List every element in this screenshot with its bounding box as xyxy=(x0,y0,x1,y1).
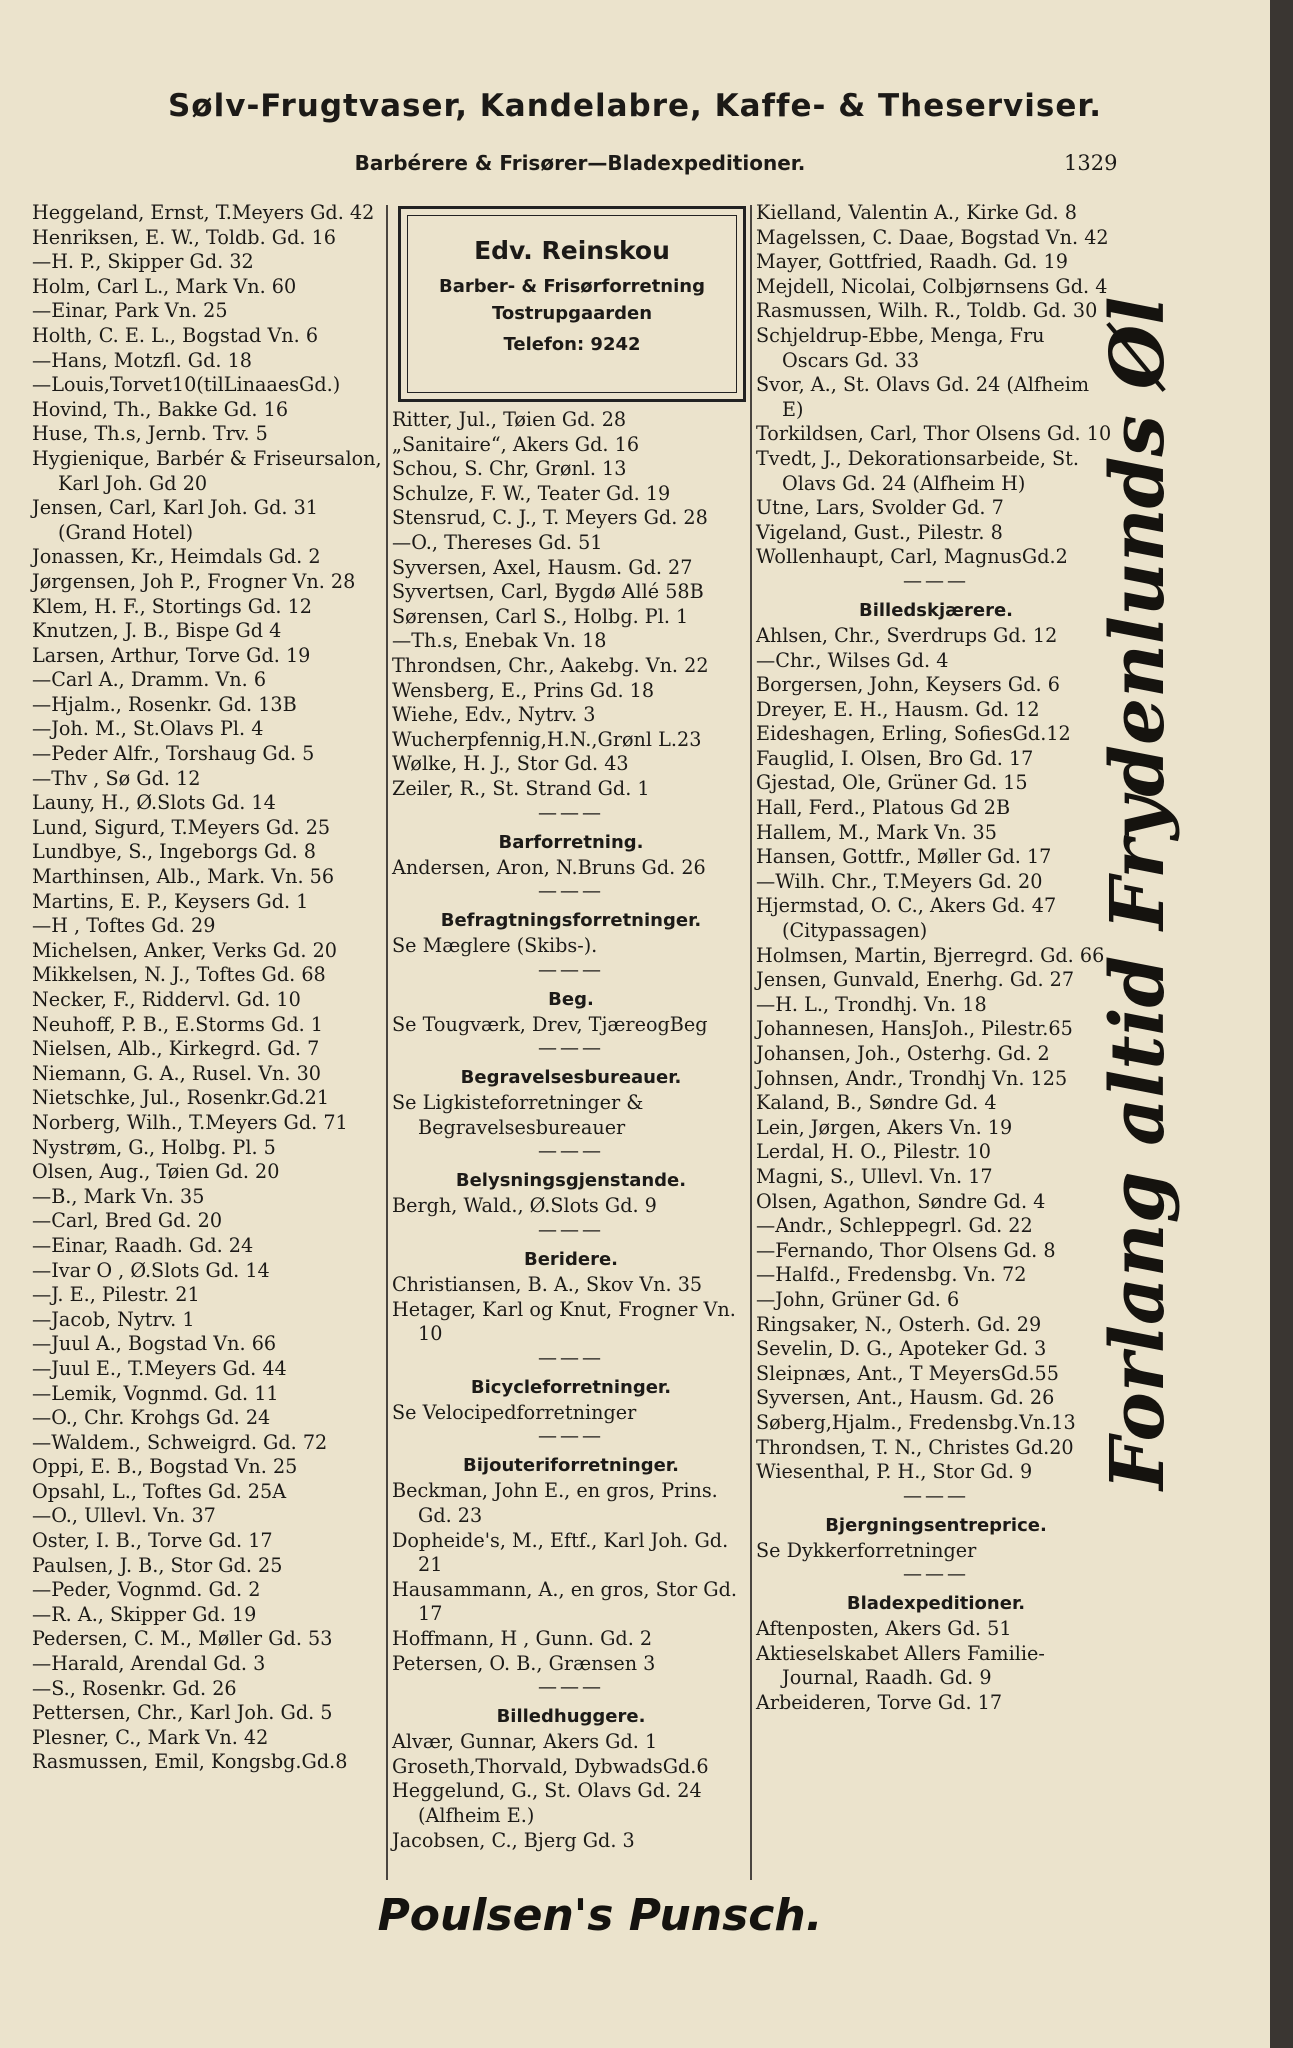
directory-entry: —Hans, Motzfl. Gd. 18 xyxy=(32,348,253,372)
section-divider: ——— xyxy=(538,1140,604,1163)
directory-entry: Stensrud, C. J., T. Meyers Gd. 28 xyxy=(392,506,708,530)
directory-entry: —O., Ullevl. Vn. 37 xyxy=(32,1504,216,1528)
directory-entry: —Juul A., Bogstad Vn. 66 xyxy=(32,1332,277,1356)
directory-entry: Huse, Th.s, Jernb. Trv. 5 xyxy=(32,422,268,446)
directory-entry: Svor, A., St. Olavs Gd. 24 (Alfheim E) xyxy=(756,373,1090,421)
directory-entry: Christiansen, B. A., Skov Vn. 35 xyxy=(392,1273,703,1297)
section-heading: Begravelsesbureauer. xyxy=(460,1067,682,1089)
directory-entry: Magelssen, C. Daae, Bogstad Vn. 42 xyxy=(756,225,1109,249)
running-header: Barbérere & Frisører—Bladexpeditioner. xyxy=(354,151,806,175)
directory-entry: Groseth,Thorvald, DybwadsGd.6 xyxy=(392,1754,709,1778)
directory-entry: —Thv , Sø Gd. 12 xyxy=(32,766,201,790)
section-divider: ——— xyxy=(538,1425,604,1448)
directory-entry: Søberg,Hjalm., Fredensbg.Vn.13 xyxy=(756,1410,1076,1434)
directory-entry: Wiesenthal, P. H., Stor Gd. 9 xyxy=(756,1460,1033,1484)
advertisement-inner xyxy=(407,215,737,393)
directory-entry: —Hjalm., Rosenkr. Gd. 13B xyxy=(32,692,297,716)
directory-entry: —O., Thereses Gd. 51 xyxy=(392,530,603,554)
directory-entry: Lein, Jørgen, Akers Vn. 19 xyxy=(756,1115,1013,1139)
section-heading: Befragtningsforretninger. xyxy=(440,910,702,932)
directory-entry: Neuhoff, P. B., E.Storms Gd. 1 xyxy=(32,1012,324,1036)
directory-entry: —Joh. M., St.Olavs Pl. 4 xyxy=(32,717,264,741)
directory-entry: Launy, H., Ø.Slots Gd. 14 xyxy=(32,791,276,815)
directory-entry: Lerdal, H. O., Pilestr. 10 xyxy=(756,1140,991,1164)
directory-entry: Martins, E. P., Keysers Gd. 1 xyxy=(32,889,309,913)
page-banner: Sølv-Frugtvaser, Kandelabre, Kaffe- & Theserviser. xyxy=(167,88,1102,124)
directory-entry: —Peder, Vognmd. Gd. 2 xyxy=(32,1578,261,1602)
directory-entry: Utne, Lars, Svolder Gd. 7 xyxy=(756,496,1004,520)
directory-entry: Heggelund, G., St. Olavs Gd. 24 (Alfheim E.) xyxy=(392,1779,702,1827)
section-heading: Bijouteriforretninger. xyxy=(463,1455,679,1477)
directory-entry: Necker, F., Riddervl. Gd. 10 xyxy=(32,988,301,1011)
directory-entry: Opsahl, L., Toftes Gd. 25A xyxy=(32,1479,287,1503)
directory-entry: —Halfd., Fredensbg. Vn. 72 xyxy=(756,1263,1027,1287)
ad-phone: Telefon: 9242 xyxy=(503,334,641,355)
directory-entry: Olsen, Aug., Tøien Gd. 20 xyxy=(32,1160,280,1184)
section-divider: ——— xyxy=(903,1484,969,1507)
directory-entry: Nielsen, Alb., Kirkegrd. Gd. 7 xyxy=(32,1037,320,1061)
directory-entry: —Louis,Torvet10(tilLinaaesGd.) xyxy=(32,373,341,397)
advertisement-box xyxy=(398,206,746,402)
directory-entry: —Andr., Schleppegrl. Gd. 22 xyxy=(756,1214,1033,1238)
column-3 xyxy=(756,201,1116,1716)
directory-entry: Nystrøm, G., Holbg. Pl. 5 xyxy=(32,1135,276,1159)
directory-entry: —Einar, Park Vn. 25 xyxy=(32,299,228,323)
directory-entry: Gjestad, Ole, Grüner Gd. 15 xyxy=(756,771,1028,795)
directory-entry: Sevelin, D. G., Apoteker Gd. 3 xyxy=(756,1337,1047,1361)
directory-entry: Bergh, Wald., Ø.Slots Gd. 9 xyxy=(392,1194,657,1218)
directory-entry: Holth, C. E. L., Bogstad Vn. 6 xyxy=(32,323,319,347)
directory-entry: —Peder Alfr., Torshaug Gd. 5 xyxy=(32,742,315,766)
directory-entry: Heggeland, Ernst, T.Meyers Gd. 42 xyxy=(32,201,375,224)
directory-entry: Throndsen, T. N., Christes Gd.20 xyxy=(756,1435,1074,1459)
directory-entry: Niemann, G. A., Rusel. Vn. 30 xyxy=(32,1061,321,1085)
directory-entry: Tvedt, J., Dekorationsarbeide, St. Olavs Gd. 24 (Alfheim H) xyxy=(756,446,1079,495)
directory-entry: —H. P., Skipper Gd. 32 xyxy=(32,250,254,274)
section-divider: ——— xyxy=(538,1219,604,1242)
section-heading: Beridere. xyxy=(524,1249,618,1271)
directory-entry: Paulsen, J. B., Stor Gd. 25 xyxy=(32,1553,283,1577)
directory-entry: Rasmussen, Emil, Kongsbg.Gd.8 xyxy=(32,1750,348,1774)
side-advertisement: Forlang altid Frydenlunds Øl xyxy=(1095,296,1181,1490)
directory-entry: Andersen, Aron, N.Bruns Gd. 26 xyxy=(392,855,706,879)
section-heading: Barforretning. xyxy=(498,831,644,853)
directory-entry: Hausammann, A., en gros, Stor Gd. 17 xyxy=(392,1577,737,1626)
directory-entry: Plesner, C., Mark Vn. 42 xyxy=(32,1725,269,1749)
directory-entry: Oster, I. B., Torve Gd. 17 xyxy=(32,1529,273,1553)
directory-entry: Torkildsen, Carl, Thor Olsens Gd. 10 xyxy=(756,422,1112,446)
directory-entry: Beckman, John E., en gros, Prins. Gd. 23 xyxy=(392,1479,718,1528)
directory-entry: Se Tougværk, Drev, TjæreogBeg xyxy=(392,1012,708,1036)
section-divider: ——— xyxy=(538,880,604,903)
directory-entry: Se Ligkisteforretninger & Begravelsesbureauer xyxy=(392,1091,644,1139)
directory-entry: Sørensen, Carl S., Holbg. Pl. 1 xyxy=(392,604,689,628)
directory-entry: Johannesen, HansJoh., Pilestr.65 xyxy=(756,1017,1073,1041)
directory-entry: Jørgensen, Joh P., Frogner Vn. 28 xyxy=(32,569,356,593)
directory-entry: Alvær, Gunnar, Akers Gd. 1 xyxy=(392,1730,658,1754)
section-heading: Beg. xyxy=(548,988,594,1010)
directory-entry: Lundbye, S., Ingeborgs Gd. 8 xyxy=(32,840,316,864)
directory-entry: Johansen, Joh., Osterhg. Gd. 2 xyxy=(756,1042,1050,1065)
directory-entry: —Einar, Raadh. Gd. 24 xyxy=(32,1233,254,1257)
section-divider: ——— xyxy=(538,1037,604,1060)
directory-entry: Kaland, B., Søndre Gd. 4 xyxy=(756,1091,997,1115)
directory-entry: Rasmussen, Wilh. R., Toldb. Gd. 30 xyxy=(756,299,1098,323)
directory-entry: Hall, Ferd., Platous Gd 2B xyxy=(756,796,1011,820)
directory-entry: —Juul E., T.Meyers Gd. 44 xyxy=(32,1356,287,1380)
directory-entry: Ringsaker, N., Osterh. Gd. 29 xyxy=(756,1312,1042,1336)
directory-entry: Ritter, Jul., Tøien Gd. 28 xyxy=(392,408,627,431)
directory-entry: —Harald, Arendal Gd. 3 xyxy=(32,1652,266,1676)
section-divider: ——— xyxy=(538,1346,604,1369)
directory-entry: „Sanitaire“, Akers Gd. 16 xyxy=(392,432,640,456)
directory-entry: Petersen, O. B., Grænsen 3 xyxy=(392,1651,656,1675)
directory-entry: Ahlsen, Chr., Sverdrups Gd. 12 xyxy=(756,623,1058,647)
directory-entry: Mayer, Gottfried, Raadh. Gd. 19 xyxy=(756,250,1068,274)
column-1 xyxy=(32,201,390,1775)
directory-entry: Hansen, Gottfr., Møller Gd. 17 xyxy=(756,845,1052,869)
directory-entry: Jensen, Gunvald, Enerhg. Gd. 27 xyxy=(756,968,1075,992)
column-2 xyxy=(392,408,750,1853)
directory-entry: Syvertsen, Carl, Bygdø Allé 58B xyxy=(392,580,704,604)
directory-entry: —R. A., Skipper Gd. 19 xyxy=(32,1602,257,1626)
directory-entry: Mejdell, Nicolai, Colbjørnsens Gd. 4 xyxy=(756,274,1108,298)
directory-entry: —Waldem., Schweigrd. Gd. 72 xyxy=(32,1430,328,1454)
directory-entry: Magni, S., Ullevl. Vn. 17 xyxy=(756,1164,993,1188)
section-divider: ——— xyxy=(538,801,604,824)
directory-entry: Lund, Sigurd, T.Meyers Gd. 25 xyxy=(32,815,331,839)
directory-entry: Larsen, Arthur, Torve Gd. 19 xyxy=(32,643,311,667)
directory-entry: Wensberg, E., Prins Gd. 18 xyxy=(392,678,655,702)
column-rule-right xyxy=(750,205,752,1880)
directory-entry: Hygienique, Barbér & Friseursalon, Karl Joh. Gd 20 xyxy=(32,446,382,495)
directory-entry: Hallem, M., Mark Vn. 35 xyxy=(756,820,997,844)
directory-entry: —Fernando, Thor Olsens Gd. 8 xyxy=(756,1238,1056,1262)
directory-entry: Olsen, Agathon, Søndre Gd. 4 xyxy=(756,1189,1046,1213)
directory-entry: —Chr., Wilses Gd. 4 xyxy=(756,648,949,672)
section-heading: Belysningsgjenstande. xyxy=(455,1170,687,1192)
directory-entry: Jacobsen, C., Bjerg Gd. 3 xyxy=(392,1828,635,1852)
directory-entry: —H , Toftes Gd. 29 xyxy=(32,914,216,938)
directory-entry: Mikkelsen, N. J., Toftes Gd. 68 xyxy=(32,963,326,987)
directory-entry: Holm, Carl L., Mark Vn. 60 xyxy=(32,274,297,298)
directory-entry: —Jacob, Nytrv. 1 xyxy=(32,1307,195,1331)
directory-entry: Hovind, Th., Bakke Gd. 16 xyxy=(32,397,289,421)
directory-entry: Knutzen, J. B., Bispe Gd 4 xyxy=(32,619,282,643)
directory-entry: Borgersen, John, Keysers Gd. 6 xyxy=(756,673,1060,697)
directory-entry: Wucherpfennig,H.N.,Grønl L.23 xyxy=(392,727,702,751)
directory-entry: Hjermstad, O. C., Akers Gd. 47 (Citypassagen) xyxy=(756,894,1057,943)
directory-entry: Johnsen, Andr., Trondhj Vn. 125 xyxy=(756,1066,1068,1090)
directory-entry: —S., Rosenkr. Gd. 26 xyxy=(32,1676,237,1700)
directory-entry: Schulze, F. W., Teater Gd. 19 xyxy=(392,481,671,505)
directory-entry: Syversen, Axel, Hausm. Gd. 27 xyxy=(392,555,693,579)
directory-entry: Dopheide's, M., Eftf., Karl Joh. Gd. 21 xyxy=(392,1528,729,1577)
directory-entry: Wiehe, Edv., Nytrv. 3 xyxy=(392,703,596,727)
directory-entry: Norberg, Wilh., T.Meyers Gd. 71 xyxy=(32,1110,348,1134)
directory-entry: Hetager, Karl og Knut, Frogner Vn. 10 xyxy=(392,1297,736,1346)
directory-entry: Henriksen, E. W., Toldb. Gd. 16 xyxy=(32,225,336,249)
directory-entry: Jonassen, Kr., Heimdals Gd. 2 xyxy=(32,545,321,569)
directory-entry: Nietschke, Jul., Rosenkr.Gd.21 xyxy=(32,1086,330,1110)
directory-entry: Dreyer, E. H., Hausm. Gd. 12 xyxy=(756,697,1040,721)
section-divider: ——— xyxy=(903,1563,969,1586)
section-divider: ——— xyxy=(538,1676,604,1699)
section-heading: Bicycleforretninger. xyxy=(470,1376,672,1398)
directory-entry: Syversen, Ant., Hausm. Gd. 26 xyxy=(756,1386,1055,1410)
directory-entry: Klem, H. F., Stortings Gd. 12 xyxy=(32,594,313,618)
directory-entry: Pettersen, Chr., Karl Joh. Gd. 5 xyxy=(32,1701,333,1725)
section-divider: ——— xyxy=(538,958,604,981)
directory-entry: Holmsen, Martin, Bjerregrd. Gd. 66 xyxy=(756,943,1105,967)
directory-entry: —Carl A., Dramm. Vn. 6 xyxy=(32,668,267,692)
ad-business-type: Barber- & Frisørforretning xyxy=(438,276,705,297)
ad-location: Tostrupgaarden xyxy=(491,303,653,324)
footer-advertisement: Poulsen's Punsch. xyxy=(377,1890,823,1941)
section-heading: Bjergningsentreprice. xyxy=(825,1514,1047,1536)
directory-entry: —John, Grüner Gd. 6 xyxy=(756,1287,960,1311)
directory-entry: Michelsen, Anker, Verks Gd. 20 xyxy=(32,938,338,962)
directory-entry: Aktieselskabet Allers Familie-Journal, Raadh. Gd. 9 xyxy=(756,1641,1045,1690)
directory-entry: Zeiler, R., St. Strand Gd. 1 xyxy=(392,776,650,800)
directory-entry: Schjeldrup-Ebbe, Menga, Fru Oscars Gd. 33 xyxy=(756,323,1045,372)
directory-entry: Marthinsen, Alb., Mark. Vn. 56 xyxy=(32,865,335,889)
section-divider: ——— xyxy=(903,569,969,592)
directory-entry: —B., Mark Vn. 35 xyxy=(32,1184,205,1208)
section-heading: Billedskjærere. xyxy=(858,599,1014,621)
directory-entry: —J. E., Pilestr. 21 xyxy=(32,1283,200,1307)
directory-entry: —Ivar O , Ø.Slots Gd. 14 xyxy=(32,1258,270,1282)
page-edge-shadow xyxy=(1270,0,1293,2048)
ad-business-name: Edv. Reinskou xyxy=(474,236,670,265)
directory-entry: Hoffmann, H , Gunn. Gd. 2 xyxy=(392,1627,653,1650)
directory-entry: —Th.s, Enebak Vn. 18 xyxy=(392,629,607,653)
directory-entry: Wollenhaupt, Carl, MagnusGd.2 xyxy=(756,545,1068,569)
directory-entry: —Wilh. Chr., T.Meyers Gd. 20 xyxy=(756,869,1043,893)
directory-entry: —O., Chr. Krohgs Gd. 24 xyxy=(32,1406,271,1430)
directory-entry: —Carl, Bred Gd. 20 xyxy=(32,1209,223,1233)
directory-entry: Sleipnæs, Ant., T MeyersGd.55 xyxy=(756,1361,1059,1385)
directory-entry: Se Mæglere (Skibs-). xyxy=(392,934,598,958)
directory-entry: Aftenposten, Akers Gd. 51 xyxy=(756,1617,1012,1641)
directory-entry: Schou, S. Chr, Grønl. 13 xyxy=(392,457,627,481)
directory-entry: Se Dykkerforretninger xyxy=(756,1538,977,1562)
directory-entry: Wølke, H. J., Stor Gd. 43 xyxy=(392,752,629,776)
directory-entry: Se Velocipedforretninger xyxy=(392,1400,637,1424)
directory-entry: Vigeland, Gust., Pilestr. 8 xyxy=(756,520,1003,544)
directory-entry: Jensen, Carl, Karl Joh. Gd. 31 (Grand Hotel) xyxy=(32,496,318,544)
directory-entry: Throndsen, Chr., Aakebg. Vn. 22 xyxy=(392,653,709,677)
section-heading: Billedhuggere. xyxy=(496,1706,646,1728)
directory-entry: Arbeideren, Torve Gd. 17 xyxy=(756,1691,1003,1715)
directory-entry: Eideshagen, Erling, SofiesGd.12 xyxy=(756,722,1071,746)
directory-entry: Kielland, Valentin A., Kirke Gd. 8 xyxy=(756,201,1077,224)
directory-entry: Pedersen, C. M., Møller Gd. 53 xyxy=(32,1627,333,1651)
section-heading: Bladexpeditioner. xyxy=(846,1593,1026,1615)
directory-entry: —H. L., Trondhj. Vn. 18 xyxy=(756,992,987,1016)
directory-entry: Fauglid, I. Olsen, Bro Gd. 17 xyxy=(756,746,1034,770)
directory-entry: —Lemik, Vognmd. Gd. 11 xyxy=(32,1381,279,1405)
page-number: 1329 xyxy=(1064,151,1118,175)
directory-entry: Oppi, E. B., Bogstad Vn. 25 xyxy=(32,1455,298,1479)
